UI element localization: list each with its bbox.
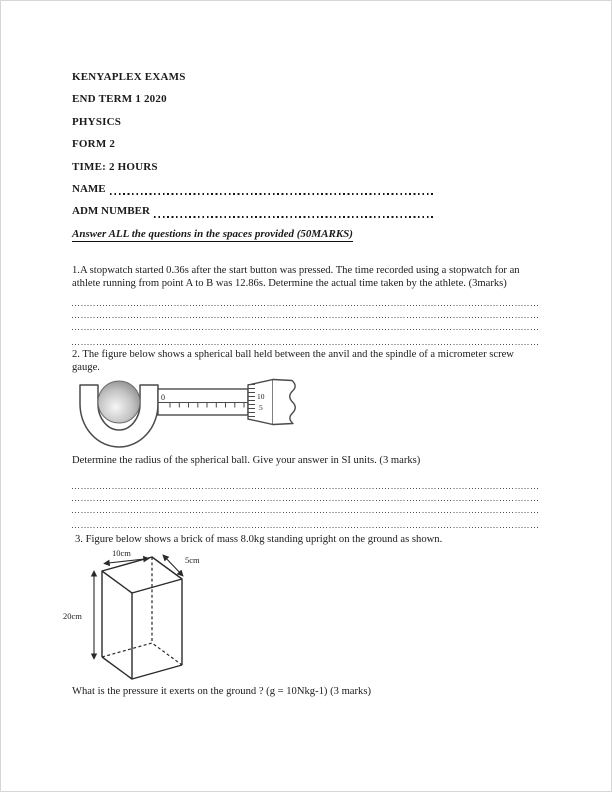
- question-1-text: 1.A stopwatch started 0.36s after the start button was pressed. The time recorded using a stopwatch for an athlete running from point A to B was 12.86s. Determine the actual time taken by the athlete. (3marks): [72, 264, 520, 289]
- sleeve-zero-label: 0: [161, 392, 165, 402]
- adm-number-label: ADM NUMBER: [72, 205, 150, 218]
- micrometer-screw-gauge-figure: [74, 376, 304, 454]
- exam-instruction: [72, 227, 540, 241]
- answer-dotted-line: [72, 501, 540, 513]
- exam-term-line: END TERM 1 2020: [72, 93, 167, 106]
- name-answer-line: [110, 192, 434, 195]
- name-label: NAME: [72, 183, 106, 196]
- depth-label: 5cm: [185, 554, 200, 565]
- question-3-text: 3. Figure below shows a brick of mass 8.0kg standing upright on the ground as shown.: [75, 533, 443, 545]
- thimble-5-label: 5: [259, 402, 263, 412]
- answer-dotted-line: [72, 477, 540, 489]
- answer-dotted-line: [72, 318, 540, 330]
- exam-time: TIME: 2 HOURS: [72, 160, 158, 173]
- name-field-row: [72, 178, 434, 200]
- width-label: 10cm: [112, 547, 131, 558]
- spherical-ball: [98, 381, 140, 423]
- answer-dotted-line: [72, 306, 540, 318]
- height-label: 20cm: [63, 610, 82, 621]
- adm-number-field-row: [72, 200, 434, 222]
- brick-cuboid-hidden-edges: [102, 557, 182, 665]
- micrometer-thimble: [248, 379, 273, 424]
- exam-form: FORM 2: [72, 138, 116, 151]
- question-2-followup: Determine the radius of the spherical ball. Give your answer in SI units. (3 marks): [72, 454, 421, 466]
- answer-dotted-line: [72, 489, 540, 501]
- width-arrow: [104, 558, 149, 563]
- exam-subject: PHYSICS: [72, 115, 122, 128]
- brick-figure: [60, 546, 220, 683]
- answer-dotted-line: [72, 516, 540, 528]
- answer-dotted-line: [72, 294, 540, 306]
- brick-cuboid-solid-edges: [102, 557, 182, 679]
- exam-board-title: KENYAPLEX EXAMS: [72, 71, 186, 83]
- question-1-answer-space: [72, 294, 540, 345]
- question-2-text: 2. The figure below shows a spherical ball held between the anvil and the spindle of a micrometer screw gauge.: [72, 348, 514, 373]
- thimble-10-label: 10: [257, 391, 265, 401]
- micrometer-ratchet: [273, 379, 295, 424]
- adm-number-answer-line: [154, 215, 434, 218]
- question-3-followup: What is the pressure it exerts on the ground ? (g = 10Nkg-1) (3 marks): [72, 685, 371, 697]
- question-2-answer-space: [72, 477, 540, 528]
- page-content: [63, 66, 540, 698]
- answer-dotted-line: [72, 333, 540, 345]
- exam-instruction-text: Answer ALL the questions in the spaces provided (50MARKS): [72, 228, 353, 243]
